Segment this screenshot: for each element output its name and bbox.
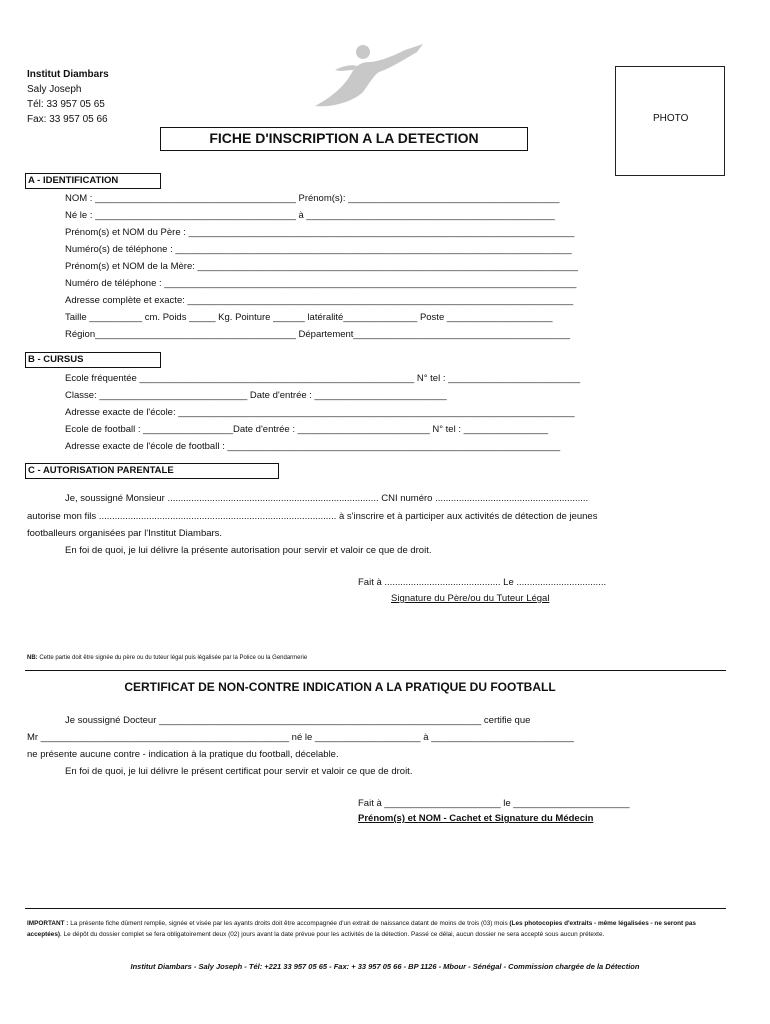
telephone-mere-field[interactable]: Numéro de téléphone : ______________________________________________________________________________ bbox=[65, 278, 577, 289]
naissance-field[interactable]: Né le : ______________________________________ à _______________________________________________ bbox=[65, 210, 555, 221]
divider bbox=[25, 908, 726, 909]
divider bbox=[25, 670, 726, 671]
signature-medecin-label: Prénom(s) et NOM - Cachet et Signature du Médecin bbox=[358, 813, 594, 824]
certificat-title: CERTIFICAT DE NON-CONTRE INDICATION A LA PRATIQUE DU FOOTBALL bbox=[124, 680, 556, 694]
certificat-fait-field[interactable]: Fait à ______________________ le ______________________ bbox=[358, 798, 630, 809]
autorisation-line-3: footballeurs organisées par l'Institut Diambars. bbox=[27, 528, 223, 539]
autorisation-fait-field[interactable]: Fait à ............................................ Le .................................. bbox=[358, 577, 607, 588]
org-tel: Tél: 33 957 05 65 bbox=[27, 99, 105, 110]
adresse-field[interactable]: Adresse complète et exacte: _________________________________________________________________________ bbox=[65, 295, 574, 306]
important-bold-text: (Les photocopies d'extraits - même légalisées - ne seront pas acceptées) bbox=[27, 920, 696, 938]
pere-field[interactable]: Prénom(s) et NOM du Père : _________________________________________________________________________ bbox=[65, 227, 575, 238]
nb-label: NB: bbox=[27, 655, 38, 661]
section-c-title: C - AUTORISATION PARENTALE bbox=[25, 463, 279, 479]
org-fax: Fax: 33 957 05 66 bbox=[27, 114, 108, 125]
footballer-logo-icon bbox=[305, 40, 425, 112]
section-a-title: A - IDENTIFICATION bbox=[25, 173, 161, 189]
mensurations-field[interactable]: Taille __________ cm. Poids _____ Kg. Pointure ______ latéralité______________ Poste ____________________ bbox=[65, 312, 553, 323]
important-note bbox=[27, 918, 727, 940]
region-field[interactable]: Région______________________________________ Département_________________________________________ bbox=[65, 329, 571, 340]
org-name: Institut Diambars bbox=[27, 69, 109, 80]
certificat-line-4: En foi de quoi, je lui délivre le présent certificat pour servir et valoir ce que de droit. bbox=[65, 766, 413, 777]
autorisation-line-1[interactable]: Je, soussigné Monsieur ................................................................................ CNI numéro .......................................................... bbox=[65, 493, 589, 504]
nb-text: Cette partie doit être signée du père ou du tuteur légal puis légalisée par la Police ou la Gendarmerie bbox=[37, 655, 308, 661]
photo-label: PHOTO bbox=[653, 113, 689, 124]
classe-field[interactable]: Classe: ____________________________ Date d'entrée : _________________________ bbox=[65, 390, 447, 401]
org-address: Saly Joseph bbox=[27, 84, 82, 95]
adresse-ecole-field[interactable]: Adresse exacte de l'école: ___________________________________________________________________________ bbox=[65, 407, 575, 418]
nom-prenom-field[interactable]: NOM : ______________________________________ Prénom(s): ________________________________________ bbox=[65, 193, 560, 204]
signature-pere-label: Signature du Père/ou du Tuteur Légal bbox=[391, 593, 550, 604]
nb-note bbox=[27, 654, 307, 662]
certificat-mr-field[interactable]: Mr _______________________________________________ né le ____________________ à ___________________________ bbox=[27, 732, 574, 743]
certificat-docteur-field[interactable]: Je soussigné Docteur _____________________________________________________________ certifie que bbox=[65, 715, 531, 726]
certificat-line-3: ne présente aucune contre - indication à la pratique du football, décelable. bbox=[27, 749, 339, 760]
autorisation-line-2[interactable]: autorise mon fils .......................................................................................... à s'inscrire et à participer aux activités de détection de jeunes bbox=[27, 511, 598, 522]
page-title: FICHE D'INSCRIPTION A LA DETECTION bbox=[160, 127, 528, 151]
footer: Institut Diambars - Saly Joseph - Tél: +221 33 957 05 65 - Fax: + 33 957 05 66 - BP 1126 - Mbour - Sénégal - Commission chargée de la Détection bbox=[130, 962, 640, 971]
section-b-title: B - CURSUS bbox=[25, 352, 161, 368]
important-text-1: La présente fiche dûment remplie, signée et visée par les ayants droits doit être accompagnée d'un extrait de naissance datant de moins de trois (03) mois bbox=[68, 920, 510, 927]
important-label: IMPORTANT : bbox=[27, 920, 69, 927]
autorisation-line-4: En foi de quoi, je lui délivre la présente autorisation pour servir et valoir ce que de droit. bbox=[65, 545, 432, 556]
telephone-field[interactable]: Numéro(s) de téléphone : ___________________________________________________________________________ bbox=[65, 244, 572, 255]
important-text-2: . Le dépôt du dossier complet se fera obligatoirement deux (02) jours avant la date prévue pour les activités de la détection. Passé ce délai, aucun dossier ne sera accepté sous aucun prétexte. bbox=[60, 931, 605, 938]
mere-field[interactable]: Prénom(s) et NOM de la Mère: ________________________________________________________________________ bbox=[65, 261, 578, 272]
adresse-ecole-football-field[interactable]: Adresse exacte de l'école de football : _______________________________________________________________ bbox=[65, 441, 561, 452]
ecole-field[interactable]: Ecole fréquentée ____________________________________________________ N° tel : _________________________ bbox=[65, 373, 581, 384]
ecole-football-field[interactable]: Ecole de football : _________________Date d'entrée : _________________________ N° tel : ________________ bbox=[65, 424, 549, 435]
